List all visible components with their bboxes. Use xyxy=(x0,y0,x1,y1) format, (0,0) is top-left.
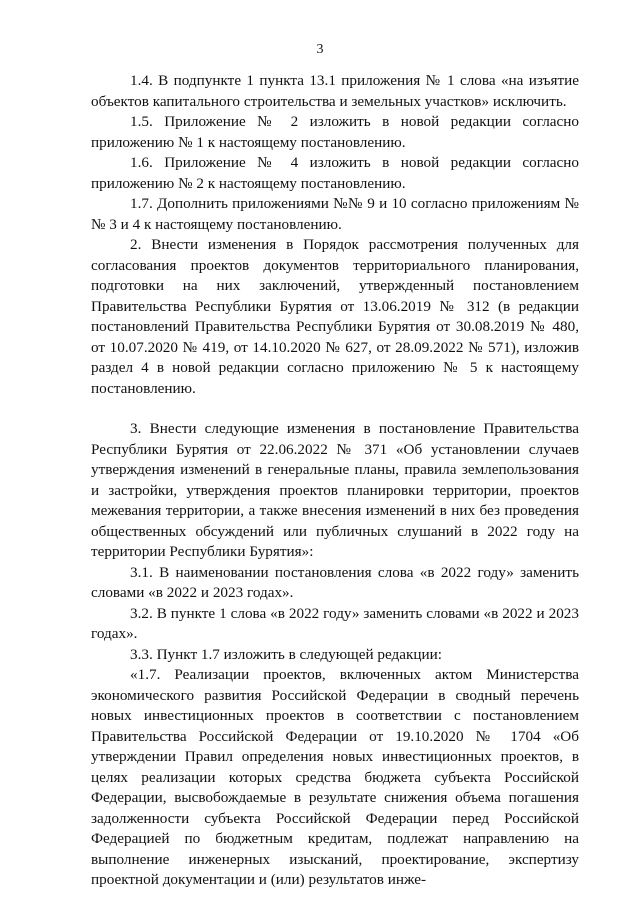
paragraph-1-7-quote: «1.7. Реализации проектов, включенных актом Министерства экономического развития Российской Федерации в сводный перечень новых инвестиционных проектов в соответствии с постановлением Правительства Российской Федерации от 19.10.2020 № 1704 «Об утверждении Правил определения новых инвестиционных проектов, в целях реализации которых средства бюджета субъекта Российской Федерации, высвобождаемые в результате снижения объема погашения задолженности субъекта Российской Федерации перед Российской Федерацией по бюджетным кредитам, подлежат направлению на выполнение инженерных изысканий, проектирование, экспертизу проектной документации и (или) результатов инже- xyxy=(91,666,579,888)
document-body xyxy=(91,71,579,891)
paragraph-3-1: 3.1. В наименовании постановления слова «в 2022 году» заменить словами «в 2022 и 2023 годах». xyxy=(91,563,579,601)
paragraph-3-2: 3.2. В пункте 1 слова «в 2022 году» заменить словами «в 2022 и 2023 годах». xyxy=(91,604,579,642)
paragraph-1-6: 1.6. Приложение № 4 изложить в новой редакции согласно приложению № 2 к настоящему постановлению. xyxy=(91,154,579,192)
paragraph-1-5: 1.5. Приложение № 2 изложить в новой редакции согласно приложению № 1 к настоящему постановлению. xyxy=(91,113,579,151)
paragraph-1-4: 1.4. В подпункте 1 пункта 13.1 приложения № 1 слова «на изъятие объектов капитального строительства и земельных участков» исключить. xyxy=(91,72,579,110)
paragraph-3-3: 3.3. Пункт 1.7 изложить в следующей редакции: xyxy=(130,645,443,663)
page-number: 3 xyxy=(316,42,324,57)
paragraph-1-7: 1.7. Дополнить приложениями №№ 9 и 10 согласно приложениям №№ 3 и 4 к настоящему постановлению. xyxy=(91,195,579,233)
paragraph-3: 3. Внести следующие изменения в постановление Правительства Республики Бурятия от 22.06.2022 № 371 «Об установлении случаев утверждения изменений в генеральные планы, правила землепользования и застройки, утверждения проектов планировки территории, проектов межевания территории, а также внесения изменений в них без проведения общественных обсуждений или публичных слушаний в 2022 году на территории Республики Бурятия»: xyxy=(91,420,579,560)
paragraph-2: 2. Внести изменения в Порядок рассмотрения полученных для согласования проектов документов территориального планирования, подготовки на них заключений, утвержденный постановлением Правительства Республики Бурятия от 13.06.2019 № 312 (в редакции постановлений Правительства Республики Бурятия от 30.08.2019 № 480, от 10.07.2020 № 419, от 14.10.2020 № 627, от 28.09.2022 № 571), изложив раздел 4 в новой редакции согласно приложению № 5 к настоящему постановлению. xyxy=(91,236,579,397)
